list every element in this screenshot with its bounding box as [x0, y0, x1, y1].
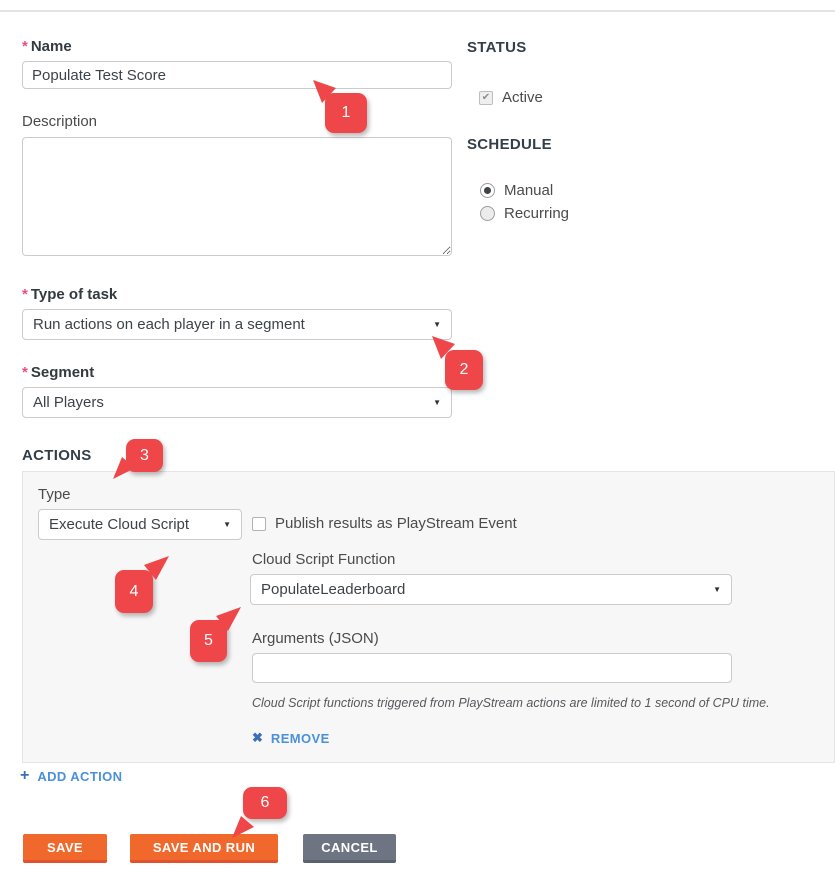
callout-6: [243, 787, 287, 819]
required-asterisk: *: [22, 364, 28, 381]
type-of-task-value: Run actions on each player in a segment: [33, 316, 305, 333]
schedule-radio-manual[interactable]: [480, 182, 553, 199]
callout-tail-icon: [112, 454, 138, 480]
required-asterisk: *: [22, 286, 28, 303]
active-checkbox[interactable]: [479, 91, 493, 105]
callout-tail-icon: [312, 79, 338, 105]
publish-checkbox-row[interactable]: [252, 515, 517, 532]
description-label-text: Description: [22, 113, 98, 130]
save-button[interactable]: [23, 834, 107, 863]
callout-number: 1: [341, 104, 351, 121]
publish-label: Publish results as PlayStream Event: [275, 515, 517, 532]
chevron-down-icon: ▼: [223, 520, 231, 529]
actions-heading: ACTIONS: [22, 447, 92, 464]
segment-label-text: Segment: [30, 364, 95, 381]
divider: [0, 10, 835, 12]
callout-number: 5: [204, 632, 213, 649]
arguments-label-text: Arguments (JSON): [252, 630, 379, 647]
plus-icon: +: [20, 767, 30, 784]
schedule-heading: SCHEDULE: [467, 136, 552, 153]
arguments-label: [252, 630, 379, 647]
cloud-script-function-select[interactable]: [250, 574, 732, 605]
add-action-link[interactable]: [20, 767, 122, 785]
chevron-down-icon: ▼: [433, 320, 441, 329]
callout-tail-icon: [431, 335, 457, 361]
cloud-script-function-value: PopulateLeaderboard: [261, 581, 406, 598]
arguments-input[interactable]: [252, 653, 732, 683]
add-action-label: ADD ACTION: [37, 768, 123, 784]
save-button-label: SAVE: [46, 839, 84, 855]
cloud-script-function-label-text: Cloud Script Function: [252, 551, 396, 568]
cloud-script-note: Cloud Script functions triggered from PlayStream actions are limited to 1 second of CPU time.: [252, 696, 770, 710]
description-textarea[interactable]: [22, 137, 452, 256]
schedule-radio-recurring[interactable]: [480, 205, 569, 222]
action-type-label: [38, 486, 71, 503]
check-icon: ✔: [481, 91, 491, 103]
recurring-label: Recurring: [504, 205, 570, 222]
callout-number: 6: [260, 794, 270, 811]
name-label: [22, 38, 72, 55]
action-type-value: Execute Cloud Script: [49, 516, 190, 533]
type-of-task-select[interactable]: [22, 309, 452, 340]
required-asterisk: *: [22, 38, 28, 55]
callout-3: [126, 439, 163, 472]
callout-number: 2: [459, 361, 469, 378]
cancel-button-label: CANCEL: [321, 839, 378, 855]
action-type-select[interactable]: [38, 509, 242, 540]
remove-link-label: REMOVE: [270, 730, 330, 746]
chevron-down-icon: ▼: [713, 585, 721, 594]
callout-number: 4: [129, 582, 139, 600]
manual-label: Manual: [504, 182, 554, 199]
callout-number: 3: [140, 446, 149, 464]
callout-5: [190, 620, 227, 662]
save-and-run-button-label: SAVE AND RUN: [152, 839, 256, 855]
remove-x-icon: ✖: [252, 730, 263, 745]
type-of-task-label: [22, 286, 117, 303]
name-label-text: Name: [30, 38, 72, 55]
radio-unselected-icon[interactable]: [480, 206, 495, 221]
status-heading: STATUS: [467, 39, 527, 56]
segment-value: All Players: [33, 394, 104, 411]
active-checkbox-row[interactable]: [479, 89, 543, 106]
segment-label: [22, 364, 94, 381]
name-input[interactable]: [22, 61, 452, 89]
remove-action-link[interactable]: [252, 730, 330, 746]
description-label: [22, 113, 97, 130]
radio-dot: [484, 187, 491, 194]
publish-checkbox[interactable]: [252, 517, 266, 531]
callout-tail-icon: [231, 813, 257, 839]
callout-tail-icon: [140, 555, 170, 581]
action-type-label-text: Type: [38, 486, 71, 503]
cancel-button[interactable]: [303, 834, 396, 863]
radio-selected-icon[interactable]: [480, 183, 495, 198]
active-label: Active: [502, 89, 543, 106]
segment-select[interactable]: [22, 387, 452, 418]
cloud-script-function-label: [252, 551, 395, 568]
callout-1: [325, 93, 367, 133]
callout-4: [115, 570, 153, 613]
callout-tail-icon: [212, 606, 242, 632]
callout-2: [445, 350, 483, 390]
action-card: [22, 471, 835, 763]
type-of-task-label-text: Type of task: [30, 286, 118, 303]
chevron-down-icon: ▼: [433, 398, 441, 407]
